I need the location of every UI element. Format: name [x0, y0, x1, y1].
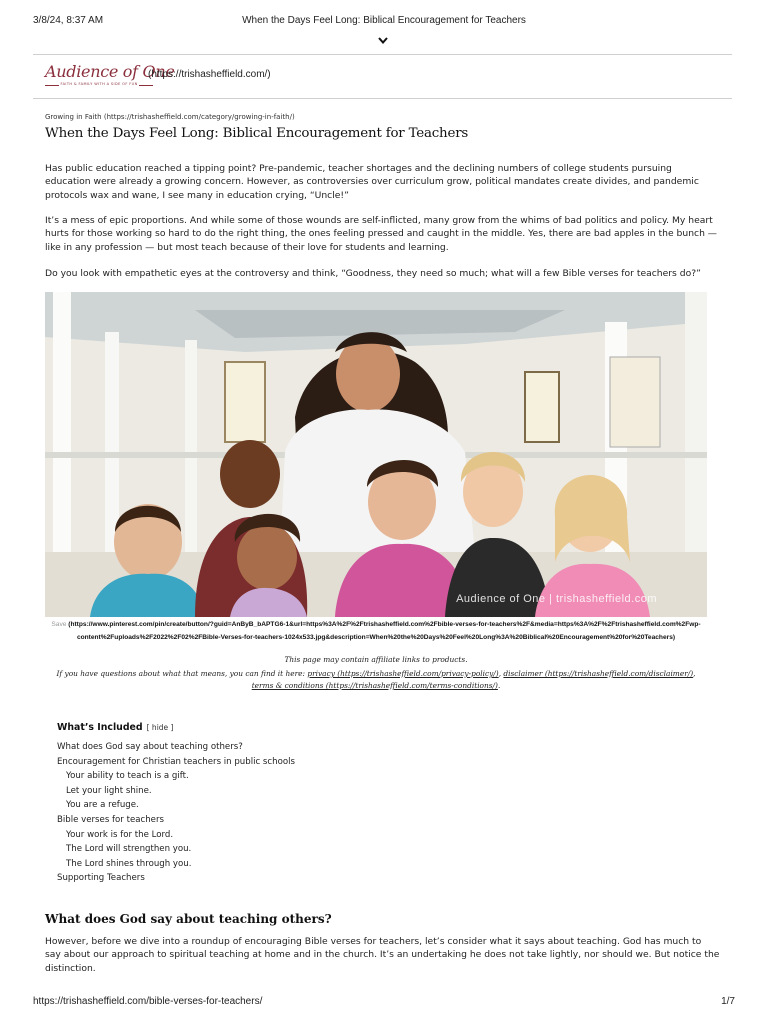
divider: [33, 98, 732, 99]
toc-item[interactable]: Supporting Teachers: [57, 873, 145, 884]
toc-item[interactable]: Bible verses for teachers: [57, 814, 164, 825]
toc-subitem[interactable]: Let your light shine.: [66, 785, 152, 796]
pinterest-save-link[interactable]: (https://www.pinterest.com/pin/create/button/?guid=AnByB_bAPTG6-1&url=https%3A%2F%2Ftrishasheffield.com%2Fbible-verses-for-teachers%2F&media=https%3A%2F%2Ftrishasheffield.com%2Fwp-content%2Fuploads%2F2022%2F02%2FBible-Verses-for-teachers-1024x533.jpg&description=When%20the%20Days%20Feel%20Long%3A%20Biblical%20Encouragement%20for%20Teachers): [68, 621, 701, 641]
period: .: [497, 681, 501, 690]
page-url: https://trishasheffield.com/bible-verses-for-teachers/: [33, 996, 263, 1007]
affiliate-question: If you have questions about what that means, you can find it here:: [56, 669, 308, 678]
pinterest-save-line: [45, 618, 707, 644]
separator: ,: [693, 669, 696, 678]
print-title: When the Days Feel Long: Biblical Encouragement for Teachers: [242, 15, 526, 26]
print-header: [0, 15, 768, 31]
toc-list: [57, 740, 457, 886]
paragraph: Has public education reached a tipping point? Pre-pandemic, teacher shortages and the declining numbers of college students pursuing education were already a growing concern. However, as controversies over curriculum grow, political mandates create divides, and pandemic protocols wax and wane, I see many in education crying, “Uncle!”: [45, 163, 699, 201]
print-date: 3/8/24, 8:37 AM: [33, 15, 104, 26]
site-home-link[interactable]: (https://trishasheffield.com/): [148, 69, 271, 80]
toc-title: What’s Included: [57, 722, 143, 733]
paragraph: However, before we dive into a roundup of encouraging Bible verses for teachers, let’s consider what it says about teaching. God has much to say about our approach to spiritual teaching at home and in the church. It’s an undertaking he does not take lightly, nor should we. But notice the distinction.: [45, 936, 720, 974]
breadcrumb[interactable]: Growing in Faith (https://trishasheffield.com/category/growing-in-faith/): [45, 113, 295, 121]
toc-subitem[interactable]: The Lord shines through you.: [66, 858, 192, 869]
logo-tagline: FAITH & FAMILY WITH A SIDE OF FUN: [45, 82, 149, 86]
paragraph: It’s a mess of epic proportions. And while some of those wounds are self-inflicted, many grow from the whims of bad politics and policy. My heart hurts for those working so hard to do the right thing, the ones feeling pressed and caught in the middle. Yes, there are bad apples in the bunch — like in any profession — but most teach because of their love for students and learning.: [45, 215, 717, 253]
page-title: When the Days Feel Long: Biblical Encouragement for Teachers: [45, 126, 469, 141]
paragraph: Do you look with empathetic eyes at the controversy and think, “Goodness, they need so much; what will a few Bible verses for teachers do?”: [45, 268, 701, 279]
print-footer: [0, 996, 768, 1010]
terms-link[interactable]: terms & conditions (https://trishasheffield.com/terms-conditions/): [251, 681, 498, 690]
section-heading: What does God say about teaching others?: [45, 912, 332, 926]
affiliate-note: This page may contain affiliate links to products.: [284, 655, 468, 664]
affiliate-links: [45, 668, 707, 692]
hero-image: [45, 292, 707, 617]
toc-subitem[interactable]: Your ability to teach is a gift.: [66, 771, 189, 782]
page-number: 1/7: [721, 996, 735, 1007]
site-logo[interactable]: [45, 62, 175, 94]
chevron-down-icon[interactable]: [376, 36, 390, 46]
toc-item[interactable]: Encouragement for Christian teachers in public schools: [57, 756, 295, 767]
save-button[interactable]: Save: [51, 621, 67, 628]
logo-wordmark: Audience of One: [45, 62, 175, 81]
toc-hide-toggle[interactable]: [ hide ]: [146, 723, 174, 732]
toc-subitem[interactable]: The Lord will strengthen you.: [66, 844, 192, 855]
divider: [33, 54, 732, 55]
privacy-link[interactable]: privacy (https://trishasheffield.com/privacy-policy/): [307, 669, 499, 678]
toc-subitem[interactable]: Your work is for the Lord.: [66, 829, 174, 840]
toc-item[interactable]: What does God say about teaching others?: [57, 742, 243, 752]
toc-heading: [57, 722, 457, 736]
separator: ,: [498, 669, 504, 678]
toc-subitem[interactable]: You are a refuge.: [66, 800, 139, 811]
disclaimer-link[interactable]: disclaimer (https://trishasheffield.com/disclaimer/): [503, 669, 694, 678]
image-watermark: Audience of One | trishasheffield.com: [456, 593, 657, 605]
table-of-contents: [57, 722, 457, 886]
